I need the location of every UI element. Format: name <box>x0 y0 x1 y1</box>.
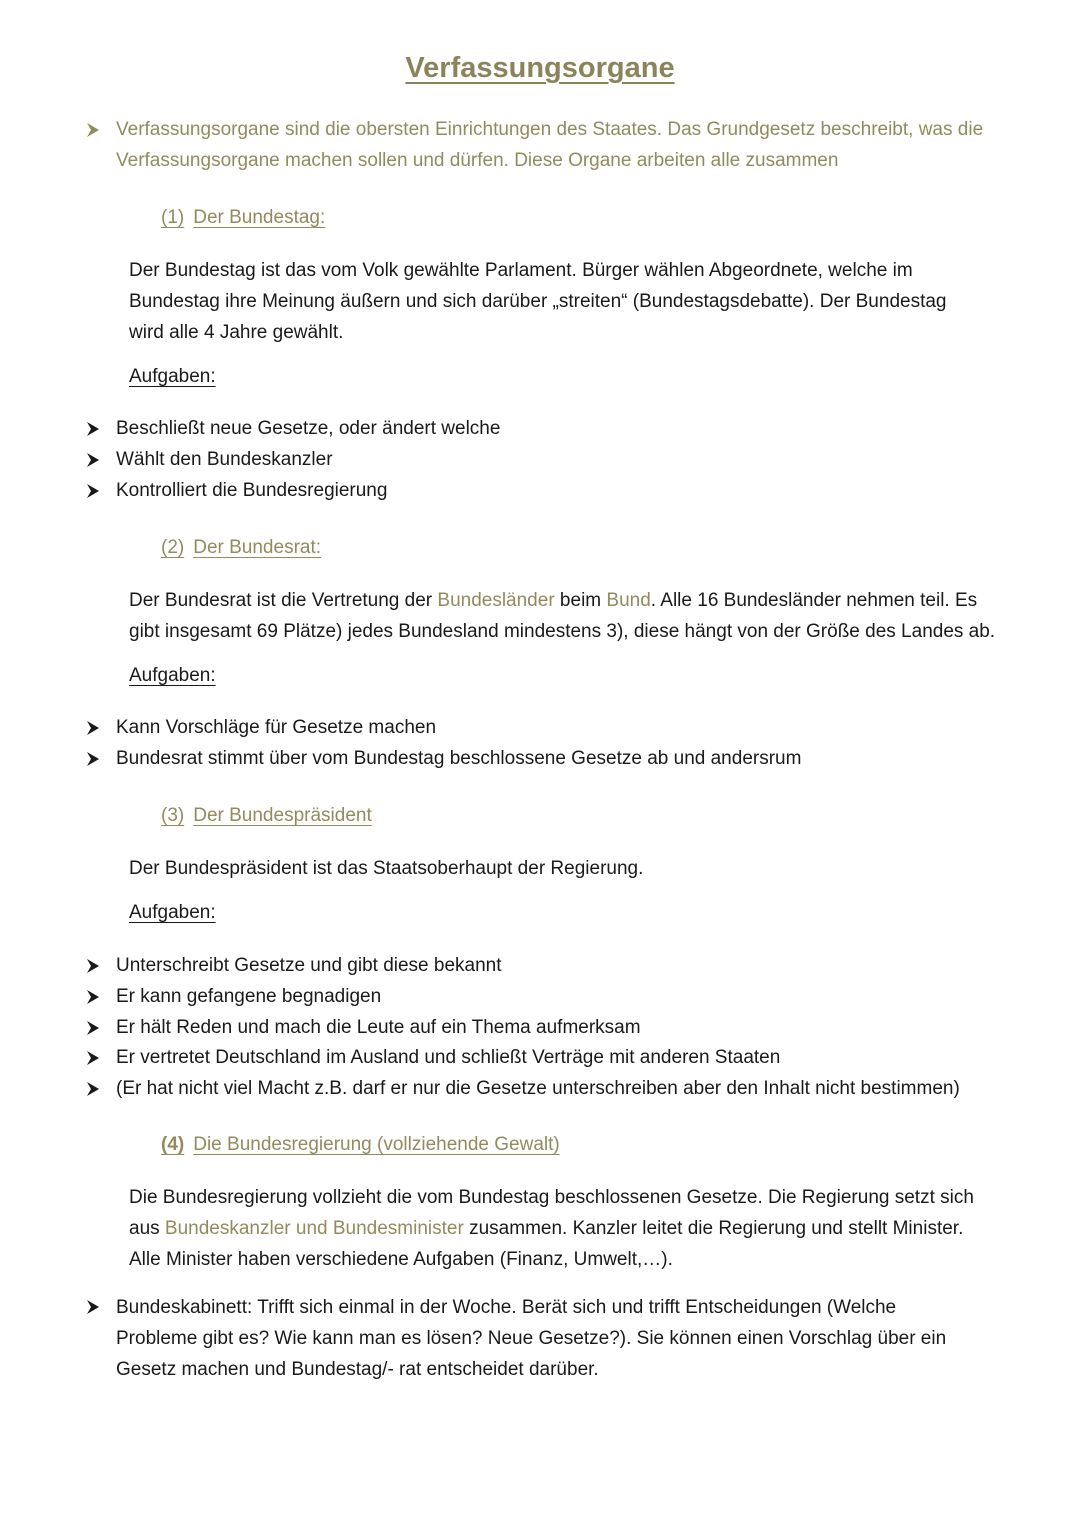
aufgaben-label: Aufgaben: <box>129 902 216 923</box>
kabinett-line: Probleme gibt es? Wie kann man es lösen? Neue Gesetze?). Sie können einen Vorschlag über ein <box>116 1328 947 1349</box>
intro-line-1: Verfassungsorgane sind die obersten Einrichtungen des Staates. Das Grundgesetz beschreibt, was die <box>116 119 984 140</box>
list-item: Bundesrat stimmt über vom Bundestag beschlossene Gesetze ab und andersrum <box>116 748 802 769</box>
highlight-kanzler-minister: Bundeskanzler und Bundesminister <box>164 1218 464 1239</box>
list-item: Er vertretet Deutschland im Ausland und schließt Verträge mit anderen Staaten <box>116 1047 781 1068</box>
list-item: (Er hat nicht viel Macht z.B. darf er nur die Gesetze unterschreiben aber den Inhalt nicht bestimmen) <box>116 1078 960 1099</box>
bundestag-paragraph-line: Bundestag ihre Meinung äußern und sich darüber „streiten“ (Bundestagsdebatte). Der Bundestag <box>129 291 947 312</box>
kabinett-line: Bundeskabinett: Trifft sich einmal in der Woche. Berät sich und trifft Entscheidungen (Welche <box>116 1297 897 1318</box>
page-title: Verfassungsorgane <box>405 52 675 84</box>
text-run: aus <box>129 1218 165 1239</box>
list-item: Er hält Reden und mach die Leute auf ein Thema aufmerksam <box>116 1017 641 1038</box>
arrow-bullet-icon <box>86 1300 100 1314</box>
arrow-bullet-icon <box>86 123 100 137</box>
section-title: Der Bundestag: <box>193 207 326 228</box>
section-title: Die Bundesregierung (vollziehende Gewalt) <box>193 1134 560 1155</box>
text-run: . Alle 16 Bundesländer nehmen teil. Es <box>650 590 978 611</box>
list-item: Wählt den Bundeskanzler <box>116 449 333 470</box>
section-number: (3) <box>161 805 185 826</box>
list-item: Kontrolliert die Bundesregierung <box>116 480 388 501</box>
highlight-bund: Bund <box>606 590 651 611</box>
section-heading-bundesregierung <box>161 1134 560 1156</box>
list-item: Unterschreibt Gesetze und gibt diese bekannt <box>116 955 502 976</box>
bundesregierung-paragraph-line <box>129 1213 963 1244</box>
section-number: (1) <box>161 207 185 228</box>
list-item: Er kann gefangene begnadigen <box>116 986 382 1007</box>
text-run: Der Bundesrat ist die Vertretung der <box>129 590 438 611</box>
bundesrat-paragraph-line <box>129 585 977 616</box>
bundesregierung-paragraph-line: Alle Minister haben verschiedene Aufgaben (Finanz, Umwelt,…). <box>129 1249 673 1270</box>
arrow-bullet-icon <box>86 484 100 498</box>
arrow-bullet-icon <box>86 1082 100 1096</box>
section-title: Der Bundesrat: <box>193 537 322 558</box>
bundespraesident-paragraph: Der Bundespräsident ist das Staatsoberhaupt der Regierung. <box>129 858 644 879</box>
bundesregierung-paragraph-line: Die Bundesregierung vollzieht die vom Bundestag beschlossenen Gesetze. Die Regierung setzt sich <box>129 1187 974 1208</box>
highlight-bundeslaender: Bundesländer <box>437 590 555 611</box>
text-run: zusammen. Kanzler leitet die Regierung und stellt Minister. <box>463 1218 964 1239</box>
bundestag-paragraph-line: Der Bundestag ist das vom Volk gewählte Parlament. Bürger wählen Abgeordnete, welche im <box>129 260 913 281</box>
aufgaben-label: Aufgaben: <box>129 665 216 686</box>
section-number: (2) <box>161 537 185 558</box>
section-number: (4) <box>161 1134 185 1155</box>
arrow-bullet-icon <box>86 1051 100 1065</box>
section-title: Der Bundespräsident <box>193 805 372 826</box>
section-heading-bundestag <box>161 207 325 229</box>
text-run: beim <box>554 590 607 611</box>
aufgaben-label: Aufgaben: <box>129 366 216 387</box>
kabinett-line: Gesetz machen und Bundestag/- rat entscheidet darüber. <box>116 1359 599 1380</box>
section-heading-bundesrat <box>161 537 321 559</box>
list-item: Kann Vorschläge für Gesetze machen <box>116 717 437 738</box>
arrow-bullet-icon <box>86 453 100 467</box>
arrow-bullet-icon <box>86 721 100 735</box>
arrow-bullet-icon <box>86 959 100 973</box>
arrow-bullet-icon <box>86 1021 100 1035</box>
bundesrat-paragraph-line: gibt insgesamt 69 Plätze) jedes Bundesland mindestens 3), diese hängt von der Größe des Landes ab. <box>129 621 996 642</box>
list-item: Beschließt neue Gesetze, oder ändert welche <box>116 418 501 439</box>
intro-line-2: Verfassungsorgane machen sollen und dürfen. Diese Organe arbeiten alle zusammen <box>116 150 839 171</box>
bundestag-paragraph-line: wird alle 4 Jahre gewählt. <box>129 322 344 343</box>
arrow-bullet-icon <box>86 422 100 436</box>
arrow-bullet-icon <box>86 752 100 766</box>
section-heading-bundespraesident <box>161 805 372 827</box>
arrow-bullet-icon <box>86 990 100 1004</box>
